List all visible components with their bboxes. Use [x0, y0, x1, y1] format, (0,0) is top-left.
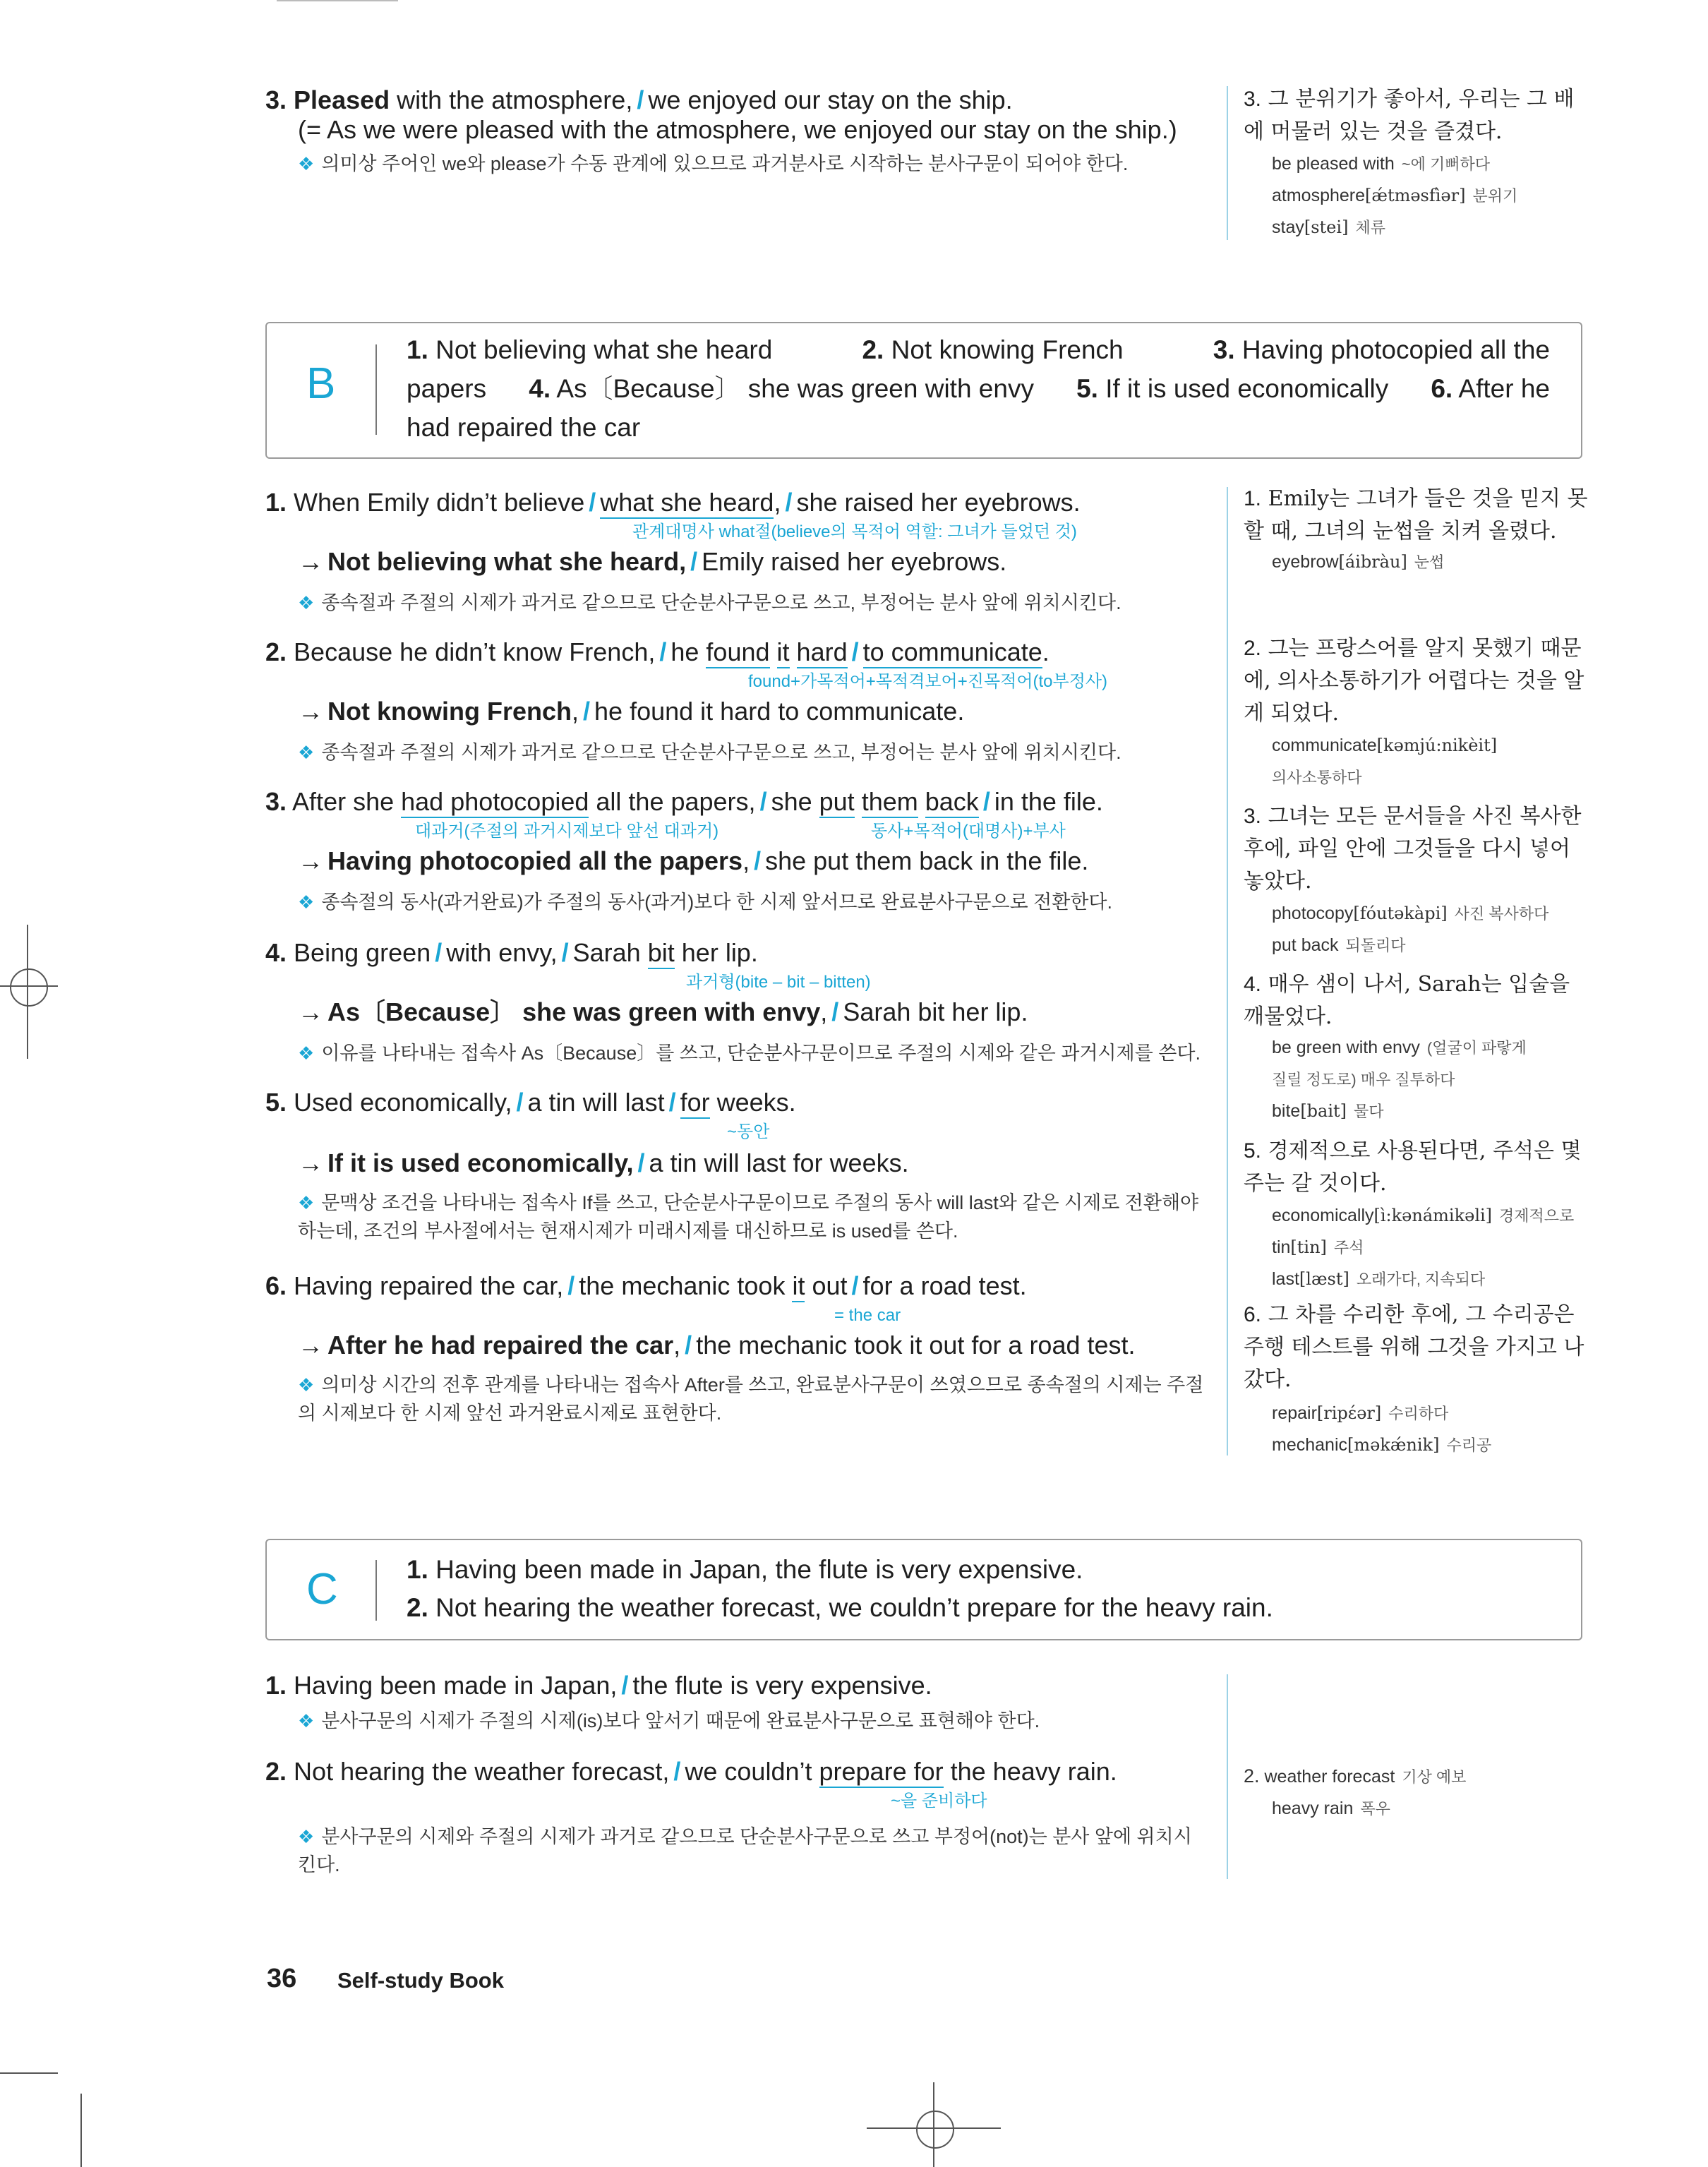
b6-annotation: = the car [834, 1306, 901, 1325]
vocab-item: repair[ripέər] 수리하다 [1272, 1403, 1449, 1423]
b5-note: ❖ 문맥상 조건을 나타내는 접속사 If를 쓰고, 단순분사구문이므로 주절의 동사 will last와 같은 시제로 전환해야 하는데, 조건의 부사절에서는 현재시제가 미래시제를 대신하므로 is used를 쓴다. [298, 1192, 1199, 1242]
arrow-icon: → [298, 997, 323, 1026]
b1-note: ❖ 종속절과 주절의 시제가 과거로 같으므로 단순분사구문으로 쓰고, 부정어는 분사 앞에 위치시킨다. [298, 592, 1121, 613]
side-rule [1227, 1674, 1228, 1879]
diamond-icon: ❖ [298, 1710, 315, 1731]
a3-paraphrase: (= As we were pleased with the atmosphere, we enjoyed our stay on the ship.) [298, 115, 1177, 144]
b1-translation: 1. Emily는 그녀가 들은 것을 믿지 못할 때, 그녀의 눈썹을 치켜 올렸다. [1244, 486, 1588, 544]
b3-note: ❖ 종속절의 동사(과거완료)가 주절의 동사(과거)보다 한 시제 앞서므로 완료분사구문으로 전환한다. [298, 892, 1112, 913]
diamond-icon: ❖ [298, 592, 315, 613]
b4-sentence: 4. Being green / with envy, / Sarah bit her lip. [265, 937, 758, 968]
vocab-item: be green with envy (얼굴이 파랗게 [1272, 1038, 1527, 1057]
b1-sentence: 1. When Emily didn’t believe / what she heard, / she raised her eyebrows. [265, 487, 1081, 518]
registration-line-bottom-v [933, 2082, 934, 2167]
b5-translation: 5. 경제적으로 사용된다면, 주석은 몇 주는 갈 것이다. [1244, 1139, 1582, 1196]
b1-answer: → Not believing what she heard, / Emily raised her eyebrows. [298, 547, 1007, 576]
a3-bold: Pleased [294, 85, 390, 114]
diamond-icon: ❖ [298, 153, 315, 174]
box-b-divider [375, 344, 377, 435]
diamond-icon: ❖ [298, 1043, 315, 1064]
page-number: 36 [267, 1964, 297, 1993]
b6-vocab [1272, 1398, 1582, 1461]
registration-mark-bottom [916, 2111, 954, 2149]
b2-vocab: communicate[kəmjú:nikèit] 의사소통하다 [1272, 736, 1498, 786]
diamond-icon: ❖ [298, 1826, 315, 1847]
b5-answer: → If it is used economically, / a tin will last for weeks. [298, 1148, 909, 1177]
b3-answer: → Having photocopied all the papers, / she put them back in the file. [298, 846, 1089, 875]
registration-line-left-h [0, 985, 58, 987]
diamond-icon: ❖ [298, 742, 315, 763]
box-c-line1: 1. Having been made in Japan, the flute is very expensive. [407, 1555, 1083, 1584]
c2-sentence: 2. Not hearing the weather forecast, / we couldn’t prepare for the heavy rain. [265, 1756, 1117, 1787]
a3-translation: 3. 그 분위기가 좋아서, 우리는 그 배에 머물러 있는 것을 즐겼다. [1244, 87, 1575, 144]
vocab-item: economically[ì:kənámikəli] 경제적으로 [1272, 1206, 1575, 1225]
b2-translation: 2. 그는 프랑스어를 알지 못했기 때문에, 의사소통하기가 어렵다는 것을 알게 되었다. [1244, 636, 1584, 726]
b4-annotation: 과거형(bite – bit – bitten) [686, 973, 871, 992]
a3-sentence: 3. Pleased with the atmosphere, / we enjoyed our stay on the ship. [265, 85, 1013, 114]
b4-note: ❖ 이유를 나타내는 접속사 As〔Because〕를 쓰고, 단순분사구문이므로 주절의 시제와 같은 과거시제를 쓴다. [298, 1043, 1201, 1064]
box-c-letter: C [306, 1565, 338, 1614]
b3-annotation-2: 동사+목적어(대명사)+부사 [871, 822, 1066, 841]
b6-sentence: 6. Having repaired the car, / the mechanic took it out / for a road test. [265, 1271, 1027, 1302]
diamond-icon: ❖ [298, 1374, 315, 1395]
a3-vocab [1272, 148, 1582, 244]
vocab-item: mechanic[məkǽnik] 수리공 [1272, 1435, 1492, 1455]
b3-translation: 3. 그녀는 모든 문서들을 사진 복사한 후에, 파일 안에 그것들을 다시 넣어 놓았다. [1244, 804, 1582, 894]
b1-vocab [1272, 546, 1582, 578]
box-b-letter: B [306, 359, 336, 408]
b6-answer: → After he had repaired the car, / the mechanic took it out for a road test. [298, 1331, 1136, 1359]
b6-translation: 6. 그 차를 수리한 후에, 그 수리공은 주행 테스트를 위해 그것을 가지고 나갔다. [1244, 1302, 1584, 1392]
b2-answer: → Not knowing French, / he found it hard to communicate. [298, 697, 965, 726]
box-b-line1: 1. Not believing what she heard 2. Not knowing French 3. Having photocopied all the [407, 335, 1550, 364]
b3-sentence: 3. After she had photocopied all the papers, / she put them back / in the file. [265, 786, 1103, 817]
arrow-icon: → [298, 697, 323, 726]
vocab-item: bite[bait] 물다 [1272, 1101, 1384, 1121]
registration-line-left-v [27, 925, 28, 1059]
vocab-item: atmosphere[ǽtməsfìər] 분위기 [1272, 186, 1518, 205]
arrow-icon: → [298, 547, 323, 576]
vocab-item: 질릴 정도로) 매우 질투하다 [1272, 1071, 1455, 1088]
c1-sentence: 1. Having been made in Japan, / the flute is very expensive. [265, 1671, 932, 1700]
b3-vocab [1272, 898, 1582, 961]
crop-mark-top [277, 0, 398, 1]
c2-vocab [1244, 1760, 1554, 1825]
vocab-item: photocopy[fóutəkàpi] 사진 복사하다 [1272, 904, 1549, 923]
arrow-icon: → [298, 1331, 323, 1359]
b4-answer: → As〔Because〕 she was green with envy, / Sarah bit her lip. [298, 997, 1028, 1026]
b4-translation: 4. 매우 샘이 나서, Sarah는 입술을 깨물었다. [1244, 972, 1570, 1029]
vocab-item: 2. weather forecast 기상 예보 [1244, 1765, 1467, 1787]
side-rule [1227, 86, 1228, 240]
diamond-icon: ❖ [298, 892, 315, 913]
c1-note: ❖ 분사구문의 시제가 주절의 시제(is)보다 앞서기 때문에 완료분사구문으로 표현해야 한다. [298, 1710, 1040, 1731]
a3-note: ❖ 의미상 주어인 we와 please가 수동 관계에 있으므로 과거분사로 시작하는 분사구문이 되어야 한다. [298, 153, 1129, 174]
b1-annotation: 관계대명사 what절(believe의 목적어 역할: 그녀가 들었던 것) [632, 522, 1077, 541]
box-b-line3: had repaired the car [407, 413, 641, 442]
b4-vocab [1272, 1032, 1582, 1127]
b6-note: ❖ 의미상 시간의 전후 관계를 나타내는 접속사 After를 쓰고, 완료분사구문이 쓰였으므로 종속절의 시제는 주절의 시제보다 한 시제 앞선 과거완료시제로 표현한다. [298, 1374, 1204, 1424]
vocab-item: eyebrow[áibràu] 눈썹 [1272, 552, 1445, 572]
box-c-line2: 2. Not hearing the weather forecast, we couldn’t prepare for the heavy rain. [407, 1593, 1273, 1622]
b5-sentence: 5. Used economically, / a tin will last / for weeks. [265, 1087, 796, 1118]
c2-annotation: ~을 준비하다 [891, 1791, 987, 1811]
diamond-icon: ❖ [298, 1192, 315, 1213]
arrow-icon: → [298, 846, 323, 875]
b2-annotation: found+가목적어+목적격보어+진목적어(to부정사) [748, 672, 1108, 691]
b3-annotation-1: 대과거(주절의 과거시제보다 앞선 대과거) [415, 822, 719, 841]
vocab-item: last[læst] 오래가다, 지속되다 [1272, 1269, 1486, 1289]
b2-note: ❖ 종속절과 주절의 시제가 과거로 같으므로 단순분사구문으로 쓰고, 부정어는 분사 앞에 위치시킨다. [298, 742, 1121, 763]
vocab-item: be pleased with ~에 기뻐하다 [1272, 154, 1490, 174]
b5-annotation: ~동안 [727, 1122, 770, 1141]
arrow-icon: → [298, 1148, 323, 1177]
c2-note: ❖ 분사구문의 시제와 주절의 시제가 과거로 같으므로 단순분사구문으로 쓰고 부정어(not)는 분사 앞에 위치시킨다. [298, 1826, 1192, 1875]
vocab-item: heavy rain 폭우 [1272, 1799, 1390, 1818]
b2-sentence: 2. Because he didn’t know French, / he found it hard / to communicate. [265, 637, 1050, 668]
side-rule [1227, 487, 1228, 1455]
book-title: Self-study Book [337, 1968, 504, 1993]
box-c-divider [375, 1560, 377, 1621]
crop-mark-bottom-left-h [0, 2072, 58, 2074]
b5-vocab [1272, 1200, 1582, 1295]
box-b-line2: papers 4. As〔Because〕 she was green with envy 5. If it is used economically 6. After he [407, 374, 1550, 403]
registration-mark-left [10, 968, 48, 1007]
vocab-item: put back 되돌리다 [1272, 935, 1406, 955]
vocab-item: stay[stei] 체류 [1272, 217, 1385, 237]
crop-mark-bottom-left-v [80, 2094, 82, 2167]
vocab-item: tin[tin] 주석 [1272, 1237, 1364, 1257]
